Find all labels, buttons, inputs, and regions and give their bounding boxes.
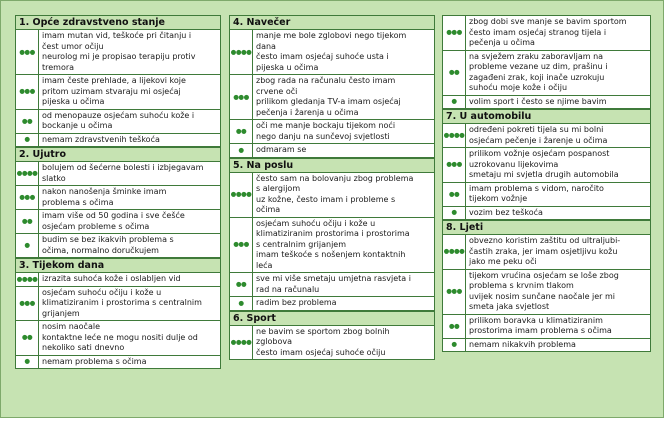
severity-drops-icon: [16, 210, 39, 233]
answer-text: [466, 339, 650, 352]
answer-line: tijekom vožnje: [469, 194, 528, 203]
section: [442, 15, 651, 109]
drop-icon: ●●●●: [16, 169, 38, 177]
severity-drops-icon: [16, 287, 39, 321]
answer-row[interactable]: [230, 173, 434, 218]
answer-line: dana: [256, 41, 276, 51]
answer-text: [253, 144, 434, 157]
severity-drops-icon: [443, 270, 466, 314]
answer-line: izrazita suhoća kože i oslabljen vid: [42, 274, 181, 283]
answer-text: [253, 30, 434, 74]
severity-drops-icon: [443, 51, 466, 95]
answer-text: [466, 315, 650, 338]
answer-line: pečenja i žarenja u očima: [256, 107, 359, 117]
answer-row[interactable]: [16, 162, 220, 186]
severity-drops-icon: [230, 297, 253, 310]
answer-text: [39, 321, 220, 355]
answer-row[interactable]: [443, 315, 650, 339]
drop-icon: ●●●: [19, 47, 35, 56]
answer-row[interactable]: [443, 339, 650, 353]
answer-line: bockanje u očima: [42, 121, 113, 130]
answer-line: imam teškoće s nošenjem kontaktnih: [256, 250, 406, 259]
answer-text: [466, 16, 650, 50]
drop-icon: ●: [451, 340, 457, 349]
drop-icon: ●●●: [446, 160, 462, 169]
answer-line: prostorima imam problema s očima: [469, 326, 612, 335]
answer-text: [253, 75, 434, 119]
answer-line: bolujem od šećerne bolesti i izbjegavam: [42, 163, 204, 172]
answer-text: [253, 173, 434, 217]
answer-line: pritom uzimam stvaraju mi osjećaj: [42, 86, 181, 96]
severity-drops-icon: [443, 96, 466, 109]
answer-text: [39, 134, 220, 147]
answer-line: nekoliko sati dnevno: [42, 343, 125, 352]
drop-icon: ●●: [235, 127, 247, 135]
answer-line: tremora: [42, 62, 75, 72]
answer-line: s alergijom: [256, 184, 301, 193]
answer-text: [39, 273, 220, 286]
answer-line: nemam nikakvih problema: [469, 339, 576, 349]
severity-drops-icon: [16, 321, 39, 355]
answer-line: slatko: [42, 173, 66, 183]
column-3: [442, 15, 651, 352]
section-title: 8. Ljeti: [443, 221, 650, 235]
section-title: 1. Opće zdravstveno stanje: [16, 16, 220, 30]
severity-drops-icon: [230, 326, 253, 360]
drop-icon: ●●: [21, 116, 33, 125]
answer-text: [39, 110, 220, 133]
section-title: 3. Tijekom dana: [16, 259, 220, 273]
answer-line: određeni pokreti tijela su mi bolni: [469, 125, 604, 134]
answer-line: problema s očima: [42, 197, 114, 207]
answer-line: zbog rada na računalu često imam: [256, 76, 396, 85]
answer-line: rad na računalu: [256, 284, 320, 294]
column-1: [15, 15, 221, 369]
answer-line: imam problema s vidom, naročito: [469, 183, 604, 193]
drop-icon: ●●●●: [230, 47, 252, 56]
answer-row[interactable]: [443, 51, 650, 96]
answer-row[interactable]: [230, 120, 434, 144]
drop-icon: ●: [24, 357, 30, 366]
answer-line: uz kožne, često imam i probleme s: [256, 194, 396, 204]
drop-icon: ●●●: [446, 287, 462, 295]
answer-row[interactable]: [443, 235, 650, 270]
severity-drops-icon: [443, 235, 466, 269]
answer-row[interactable]: [16, 110, 220, 134]
answer-line: klimatiziranim prostorima i prostorima: [256, 229, 410, 238]
answer-line: tijekom vrućina osjećam se loše zbog: [469, 270, 619, 280]
answer-row[interactable]: [230, 144, 434, 158]
answer-text: [39, 30, 220, 74]
drop-icon: ●●: [21, 217, 33, 225]
answer-line: vozim bez teškoća: [469, 207, 543, 217]
severity-drops-icon: [16, 110, 39, 133]
severity-drops-icon: [16, 75, 39, 109]
severity-drops-icon: [443, 183, 466, 206]
severity-drops-icon: [230, 173, 253, 217]
answer-line: probleme vezane uz dim, prašinu i: [469, 62, 608, 71]
severity-drops-icon: [16, 134, 39, 147]
drop-icon: ●●●: [446, 28, 462, 37]
answer-text: [466, 148, 650, 182]
answer-line: pijeska u očima: [42, 97, 105, 106]
answer-line: problema s krvnim tlakom: [469, 281, 574, 290]
answer-line: prilikom vožnje osjećam pospanost: [469, 149, 610, 158]
answer-row[interactable]: [16, 287, 220, 322]
answer-line: imam mutan vid, teškoće pri čitanju i: [42, 31, 192, 40]
answer-text: [466, 207, 650, 220]
answer-row[interactable]: [230, 218, 434, 274]
answer-line: kontaktne leće ne mogu nositi dulje od: [42, 332, 198, 342]
section: [229, 15, 435, 158]
answer-line: imam česte prehlade, a lijekovi koje: [42, 76, 186, 85]
drop-icon: ●●●: [19, 87, 35, 96]
severity-drops-icon: [443, 16, 466, 50]
answer-line: zagađeni zrak, koji inače uzrokuju: [469, 72, 605, 82]
severity-drops-icon: [230, 218, 253, 273]
answer-text: [466, 51, 650, 95]
severity-drops-icon: [16, 30, 39, 74]
answer-line: od menopauze osjećam suhoću kože i: [42, 110, 195, 120]
answer-row[interactable]: [443, 124, 650, 148]
answer-row[interactable]: [230, 273, 434, 297]
drop-icon: ●: [451, 208, 457, 217]
section: [15, 147, 221, 258]
answer-text: [39, 356, 220, 369]
answer-row[interactable]: [16, 210, 220, 234]
drop-icon: ●●: [235, 280, 247, 288]
answer-line: osjećam probleme s očima: [42, 221, 150, 231]
answer-line: manje me bole zglobovi nego tijekom: [256, 31, 407, 40]
answer-line: čest umor očiju: [42, 41, 104, 51]
drop-icon: ●●: [448, 189, 460, 198]
answer-line: nego danju na sunčevoj svjetlosti: [256, 131, 390, 141]
section: [229, 311, 435, 361]
section: [15, 258, 221, 369]
answer-row[interactable]: [230, 75, 434, 120]
severity-drops-icon: [443, 148, 466, 182]
drop-icon: ●●: [21, 333, 33, 342]
severity-drops-icon: [230, 144, 253, 157]
drop-icon: ●: [24, 135, 30, 144]
answer-line: uvijek nosim sunčane naočale jer mi: [469, 291, 616, 301]
severity-drops-icon: [443, 339, 466, 352]
drop-icon: ●: [238, 298, 244, 307]
answer-text: [253, 297, 434, 310]
answer-line: prilikom boravka u klimatiziranim: [469, 315, 603, 325]
answer-row[interactable]: [443, 96, 650, 110]
answer-row[interactable]: [443, 183, 650, 207]
answer-line: grijanjem: [42, 308, 80, 318]
severity-drops-icon: [16, 234, 39, 257]
drop-icon: ●: [451, 97, 457, 106]
severity-drops-icon: [230, 120, 253, 143]
drop-icon: ●: [238, 145, 244, 154]
answer-line: oči me manje bockaju tijekom noći: [256, 121, 396, 130]
section-title: 5. Na poslu: [230, 159, 434, 173]
answer-line: obvezno koristim zaštitu od ultraljubi-: [469, 236, 621, 245]
answer-line: nemam problema s očima: [42, 356, 147, 366]
answer-line: jako me peku oči: [469, 257, 537, 266]
answer-line: budim se bez ikakvih problema s: [42, 235, 174, 244]
answer-text: [39, 287, 220, 321]
severity-drops-icon: [230, 30, 253, 74]
answer-line: nosim naočale: [42, 322, 101, 331]
answer-row[interactable]: [443, 207, 650, 221]
answer-text: [253, 120, 434, 143]
answer-text: [39, 210, 220, 233]
answer-row[interactable]: [230, 326, 434, 361]
answer-text: [466, 96, 650, 109]
answer-line: osjećam pečenje i žarenje u očima: [469, 135, 608, 145]
answer-row[interactable]: [16, 273, 220, 287]
severity-drops-icon: [16, 356, 39, 369]
answer-line: s centralnim grijanjem: [256, 239, 347, 249]
answer-text: [39, 234, 220, 257]
answer-line: sve mi više smetaju umjetna rasvjeta i: [256, 274, 411, 283]
answer-row[interactable]: [16, 321, 220, 356]
answer-line: zglobova: [256, 337, 293, 346]
drop-icon: ●●●: [233, 92, 249, 101]
answer-text: [39, 75, 220, 109]
answer-row[interactable]: [16, 234, 220, 258]
severity-drops-icon: [230, 273, 253, 296]
answer-line: osjećam suhoću očiju i kože u: [42, 287, 162, 297]
answer-line: smeta jaka svjetlost: [469, 302, 550, 311]
answer-row[interactable]: [230, 297, 434, 311]
answer-line: na svježem zraku zaboravljam na: [469, 51, 604, 61]
drop-icon: ●●●●: [230, 190, 252, 198]
section: [442, 109, 651, 220]
column-2: [229, 15, 435, 360]
severity-drops-icon: [443, 207, 466, 220]
drop-icon: ●●: [448, 321, 460, 330]
drop-icon: ●●●●: [230, 337, 252, 346]
answer-line: pečenja u očima: [469, 38, 535, 47]
answer-text: [253, 218, 434, 273]
answer-line: zbog dobi sve manje se bavim sportom: [469, 17, 627, 26]
answer-line: neurolog mi je propisao terapiju protiv: [42, 52, 196, 61]
answer-line: nemam zdravstvenih teškoća: [42, 134, 160, 144]
drop-icon: ●●●: [19, 193, 35, 201]
answer-line: često imam osjećaj suhoće usta i: [256, 52, 389, 61]
answer-line: imam više od 50 godina i sve češće: [42, 211, 185, 220]
answer-line: često imam osjećaj suhoće očiju: [256, 347, 386, 357]
drop-icon: ●●●: [19, 298, 35, 307]
answer-text: [253, 273, 434, 296]
drop-icon: ●: [24, 241, 30, 249]
answer-line: radim bez problema: [256, 298, 337, 307]
answer-text: [466, 124, 650, 147]
severity-drops-icon: [16, 273, 39, 286]
answer-line: nakon nanošenja šminke imam: [42, 187, 167, 196]
answer-line: često sam na bolovanju zbog problema: [256, 173, 414, 183]
section: [15, 15, 221, 147]
answer-line: odmaram se: [256, 145, 307, 154]
answer-text: [466, 270, 650, 314]
answer-row[interactable]: [16, 134, 220, 148]
drop-icon: ●●: [448, 68, 460, 76]
answer-line: smetaju mi svjetla drugih automobila: [469, 170, 619, 179]
section-title: 4. Navečer: [230, 16, 434, 30]
section-title: 7. U automobilu: [443, 110, 650, 124]
answer-row[interactable]: [16, 75, 220, 110]
drop-icon: ●●●: [233, 240, 249, 249]
drop-icon: ●●●●: [443, 247, 465, 256]
answer-line: crvene oči: [256, 86, 298, 96]
answer-line: častih zraka, jer imam osjetljivu kožu: [469, 246, 618, 256]
answer-line: osjećam suhoću očiju i kože u: [256, 218, 376, 228]
answer-row[interactable]: [16, 186, 220, 210]
answer-line: očima: [256, 205, 281, 214]
answer-line: pijeska u očima: [256, 62, 319, 72]
severity-drops-icon: [443, 315, 466, 338]
answer-text: [39, 186, 220, 209]
answer-line: suhoću moje kože i očiju: [469, 83, 568, 92]
severity-drops-icon: [443, 124, 466, 147]
answer-line: ne bavim se sportom zbog bolnih: [256, 326, 390, 336]
drop-icon: ●●●●: [16, 274, 38, 283]
answer-row[interactable]: [16, 30, 220, 75]
drop-icon: ●●●●: [443, 131, 465, 139]
answer-text: [39, 162, 220, 185]
section: [229, 158, 435, 311]
answer-row[interactable]: [443, 270, 650, 315]
answer-row[interactable]: [443, 16, 650, 51]
answer-line: prilikom gledanja TV-a imam osjećaj: [256, 97, 401, 106]
answer-line: često imam osjećaj stranog tijela i: [469, 27, 607, 37]
answer-text: [466, 183, 650, 206]
answer-line: leća: [256, 260, 273, 270]
answer-row[interactable]: [16, 356, 220, 370]
section-title: 6. Sport: [230, 312, 434, 326]
section: [442, 220, 651, 352]
answer-text: [253, 326, 434, 360]
severity-drops-icon: [16, 162, 39, 185]
answer-line: uzrokovanu lijekovima: [469, 159, 559, 169]
section-title: 2. Ujutro: [16, 148, 220, 162]
answer-line: volim sport i često se njime bavim: [469, 96, 607, 106]
severity-drops-icon: [16, 186, 39, 209]
answer-line: očima, normalno doručkujem: [42, 245, 159, 255]
answer-text: [466, 235, 650, 269]
answer-row[interactable]: [230, 30, 434, 75]
severity-drops-icon: [230, 75, 253, 119]
answer-row[interactable]: [443, 148, 650, 183]
answer-line: klimatiziranim i prostorima s centralnim: [42, 298, 202, 307]
